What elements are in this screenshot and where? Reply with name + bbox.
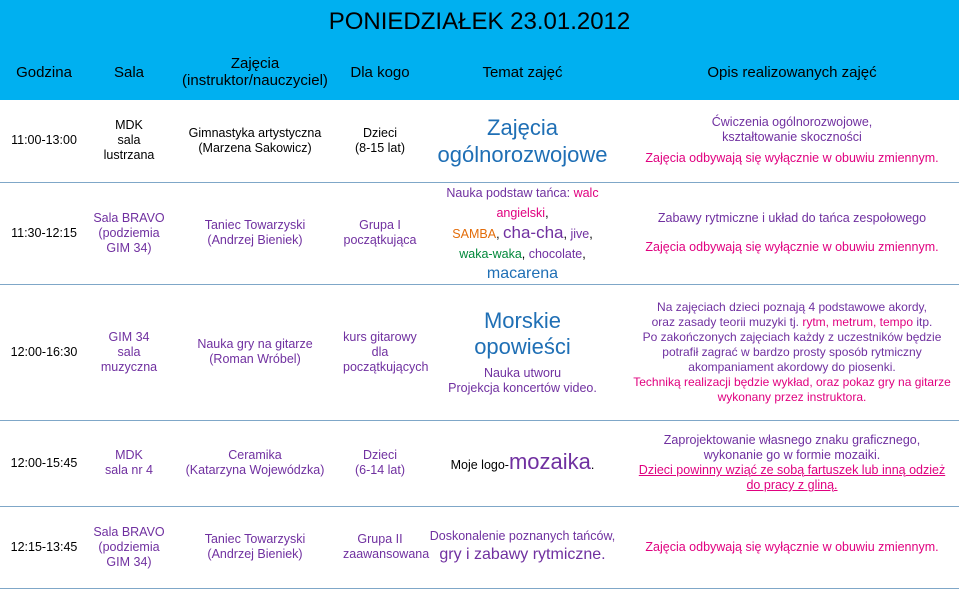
- dla-kogo-line: (6-14 lat): [354, 463, 406, 477]
- cell-opis: [625, 182, 959, 284]
- zajecia-line: (Andrzej Bieniek): [207, 233, 303, 247]
- dla-kogo-line: Grupa I: [359, 218, 401, 232]
- header-temat: Temat zajęć: [482, 63, 563, 81]
- sala-line: sala lustrzana: [103, 133, 155, 163]
- cell-zajecia: [170, 182, 340, 284]
- table-header: [0, 44, 959, 100]
- temat-line: gry i zabawy rytmiczne.: [439, 545, 606, 563]
- sala-line: (podziemia: [98, 539, 160, 554]
- temat-sep: ,: [589, 226, 593, 241]
- page-title: PONIEDZIAŁEK 23.01.2012: [328, 8, 631, 35]
- zajecia-line: Gimnastyka artystyczna: [188, 125, 322, 140]
- cell-sala: [88, 284, 170, 420]
- opis-highlight: rytm, metrum, tempo: [802, 314, 914, 329]
- temat-samba: SAMBA: [452, 226, 497, 241]
- cell-temat: [420, 506, 625, 588]
- temat-line: Doskonalenie poznanych tańców,: [429, 528, 616, 543]
- temat-sep: ,: [521, 246, 529, 261]
- opis-line: wykonany przez instruktora.: [717, 389, 867, 404]
- temat-sep: ,: [582, 246, 586, 261]
- dla-kogo-line: Dzieci: [362, 125, 398, 140]
- dla-kogo-line: Dzieci: [362, 448, 398, 462]
- cell-zajecia: [170, 420, 340, 506]
- header-dla-kogo: Dla kogo: [350, 63, 410, 81]
- dla-kogo-line: początkujących: [343, 359, 429, 374]
- opis-line: kształtowanie skoczności: [722, 130, 862, 145]
- cell-opis: [625, 506, 959, 588]
- sala-line: (podziemia: [98, 225, 160, 240]
- title-bar: [0, 0, 959, 44]
- cell-zajecia: [170, 100, 340, 182]
- dla-kogo-line: Grupa II: [357, 532, 403, 546]
- cell-dla-kogo: [340, 100, 420, 182]
- cell-dla-kogo: [340, 506, 430, 588]
- cell-sala: [88, 420, 170, 506]
- sala-line: MDK: [115, 448, 143, 462]
- opis-line: do pracy z gliną.: [746, 478, 838, 492]
- temat-sep: ,: [563, 226, 571, 241]
- sala-line: Sala BRAVO: [93, 210, 165, 225]
- sala-line: GIM 34): [106, 554, 152, 569]
- sala-line: MDK: [115, 118, 143, 133]
- header-zajecia-line2: (instruktor/nauczyciel): [182, 72, 328, 89]
- cell-dla-kogo: [340, 284, 429, 420]
- opis-line: potrafił zagrać w bardzo prosty sposób rytmiczny: [662, 344, 922, 359]
- temat-line: Morskie: [483, 308, 561, 333]
- zajecia-line: (Katarzyna Wojewódzka): [185, 463, 325, 477]
- temat-sep: ,: [545, 205, 549, 220]
- temat-line-2: [423, 223, 622, 244]
- opis-line: Dzieci powinny wziąć ze sobą fartuszek lub inną odzież: [638, 463, 946, 477]
- cell-sala: [88, 506, 170, 588]
- temat-chacha: cha-cha: [503, 222, 564, 242]
- header-opis: Opis realizowanych zajęć: [707, 63, 877, 81]
- cell-dla-kogo: [340, 182, 420, 284]
- temat-jive: jive: [570, 226, 590, 241]
- sala-line: GIM 34: [108, 329, 150, 344]
- table-row: [0, 284, 959, 420]
- opis-line: Zajęcia odbywają się wyłącznie w obuwiu zmiennym.: [645, 151, 939, 166]
- sala-line: Sala BRAVO: [93, 524, 165, 539]
- cell-temat: [420, 100, 625, 182]
- header-sala: Sala: [113, 63, 145, 81]
- dla-kogo-line: początkująca: [343, 233, 417, 247]
- cell-opis: [625, 100, 959, 182]
- dla-kogo-line: (8-15 lat): [354, 140, 406, 155]
- temat-mozaika: mozaika: [508, 448, 591, 474]
- cell-godzina: 11:00-13:00: [0, 100, 88, 182]
- temat-line-1: [423, 183, 622, 223]
- table-row: [0, 506, 959, 588]
- temat-walc: walc angielski: [496, 185, 599, 220]
- cell-godzina: 11:30-12:15: [0, 182, 88, 284]
- table-row: [0, 182, 959, 284]
- opis-line: Zaprojektowanie własnego znaku graficznego,: [663, 433, 921, 447]
- dla-kogo-line: zaawansowana: [343, 547, 430, 561]
- cell-godzina: 12:00-15:45: [0, 420, 88, 506]
- temat-sep: .: [590, 457, 595, 472]
- temat-line: Zajęcia: [487, 114, 558, 140]
- cell-godzina: 12:00-16:30: [0, 284, 88, 420]
- cell-opis: [625, 420, 959, 506]
- cell-temat: [420, 420, 625, 506]
- zajecia-line: (Roman Wróbel): [209, 352, 301, 366]
- temat-chocolate: chocolate: [528, 246, 583, 261]
- zajecia-line: Taniec Towarzyski: [204, 218, 306, 232]
- header-godzina: Godzina: [16, 63, 72, 81]
- dla-kogo-line: dla: [371, 344, 389, 359]
- opis-line: Zajęcia odbywają się wyłącznie w obuwiu zmiennym.: [645, 539, 939, 554]
- opis-line: Na zajęciach dzieci poznają 4 podstawowe akordy,: [657, 299, 927, 314]
- dla-kogo-line: kurs gitarowy: [343, 329, 417, 344]
- temat-sep: ,: [496, 226, 504, 241]
- temat-text: Moje logo-: [450, 457, 509, 472]
- zajecia-line: Taniec Towarzyski: [204, 532, 306, 546]
- temat-macarena: macarena: [486, 264, 559, 282]
- opis-line: [628, 315, 956, 330]
- header-zajecia-line1: Zajęcia: [230, 55, 280, 72]
- sala-line: GIM 34): [106, 240, 152, 255]
- zajecia-line: Ceramika: [228, 448, 282, 462]
- opis-line: wykonanie go w formie mozaiki.: [703, 448, 881, 462]
- cell-sala: [88, 182, 170, 284]
- header-zajecia: [170, 44, 340, 100]
- zajecia-line: (Marzena Sakowicz): [198, 140, 312, 155]
- cell-temat: [420, 284, 625, 420]
- opis-line: Zabawy rytmiczne i układ do tańca zespołowego: [657, 211, 927, 225]
- opis-line: Techniką realizacji będzie wykład, oraz pokaz gry na gitarze: [633, 374, 951, 389]
- table-row: [0, 100, 959, 182]
- opis-line: Ćwiczenia ogólnorozwojowe,: [711, 115, 873, 130]
- cell-godzina: 12:15-13:45: [0, 506, 88, 588]
- temat-text: Nauka podstaw tańca:: [446, 185, 574, 200]
- zajecia-line: Nauka gry na gitarze: [197, 337, 313, 351]
- opis-text: itp.: [913, 314, 933, 329]
- opis-text: oraz zasady teorii muzyki tj.: [651, 314, 803, 329]
- cell-sala: [88, 100, 170, 182]
- table-row: [0, 420, 959, 506]
- temat-line: opowieści: [474, 334, 571, 359]
- cell-zajecia: [170, 506, 340, 588]
- opis-line: akompaniament akordowy do piosenki.: [688, 359, 896, 374]
- sala-line: sala muzyczna: [100, 344, 158, 374]
- temat-wakawaka: waka-waka: [459, 246, 522, 261]
- temat-line: Nauka utworu: [483, 366, 562, 380]
- cell-dla-kogo: [340, 420, 420, 506]
- temat-line: Projekcja koncertów video.: [448, 381, 597, 395]
- opis-line: Zajęcia odbywają się wyłącznie w obuwiu zmiennym.: [645, 240, 939, 254]
- opis-line: Po zakończonych zajęciach każdy z uczestników będzie: [642, 329, 942, 344]
- temat-line: ogólnorozwojowe: [437, 141, 608, 167]
- cell-opis: [625, 284, 959, 420]
- temat-line-3: [423, 244, 622, 284]
- cell-zajecia: [170, 284, 340, 420]
- zajecia-line: (Andrzej Bieniek): [207, 547, 303, 561]
- schedule-table: [0, 100, 959, 589]
- cell-temat: [420, 182, 625, 284]
- sala-line: sala nr 4: [105, 463, 153, 477]
